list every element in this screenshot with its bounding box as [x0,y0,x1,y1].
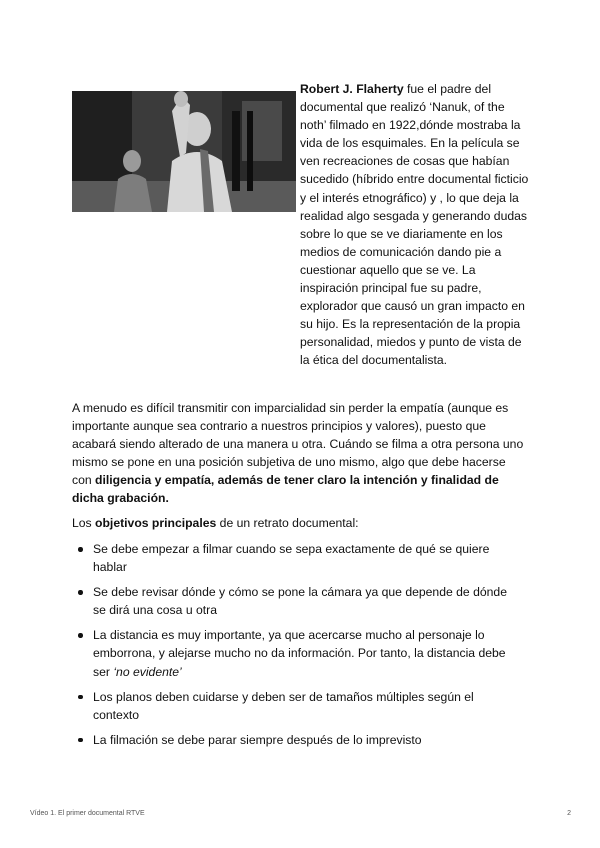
bullet-dot-icon [78,590,83,595]
list-item [72,731,522,749]
intro-paragraph [300,80,530,370]
objectives-list [72,540,522,756]
body-text: A menudo es difícil transmitir con imparcialidad sin perder la empatía (aunque es importante aunque sea contrario a nuestros principios y valores), puesto que acabará siendo alterado de una manera u otra. Cuándo se filma a otra persona uno mismo se pone en una posición subjetiva de uno mismo, algo que debe hacerse con [72,401,524,488]
bullet-dot-icon [78,738,83,743]
body-paragraph [72,399,528,508]
bullet-dot-icon [78,633,83,638]
list-item [72,583,522,619]
flaherty-photo [72,91,296,212]
photo-illustration [72,91,296,212]
list-item-text: Se debe revisar dónde y cómo se pone la cámara ya que depende de dónde se dirá una cosa u otra [93,585,507,618]
list-item-text: La filmación se debe parar siempre después de lo imprevisto [93,732,422,747]
list-item-text: Se debe empezar a filmar cuando se sepa exactamente de qué se quiere hablar [93,542,490,575]
bullet-dot-icon [78,695,83,700]
list-item [72,688,522,724]
list-item-text: Los planos deben cuidarse y deben ser de tamaños múltiples según el contexto [93,689,474,722]
objectives-intro [72,514,528,532]
intro-author-name: Robert J. Flaherty [300,82,404,96]
objectives-bold: objetivos principales [95,516,217,530]
list-item-text: La distancia es muy importante, ya que acercarse mucho al personaje lo emborrona, y alejarse mucho no da información. Por tanto, la distancia debe ser [93,628,506,679]
bullet-dot-icon [78,547,83,552]
list-item-italic: ‘no evidente’ [113,664,182,679]
list-item [72,540,522,576]
footer-source: Vídeo 1. El primer documental RTVE [30,810,145,817]
intro-text: fue el padre del documental que realizó ‘Nanuk, of the noth’ filmado en 1922,dónde mostraba la vida de los esquimales. En la película se ven recreaciones de cosas que habían sucedido (híbrido entre documental ficticio y el interés etnográfico) y , lo que deja la realidad algo sesgada y generando dudas sobre lo que se ve diariamente en los medios de comunicación dando pie a cuestionar aquello que se ve. La inspiración principal fue su padre, explorador que causó un gran impacto en su hijo. Es la representación de la propia personalidad, miedos y punto de vista de la ética del documentalista. [300,82,529,368]
objectives-prefix: Los [72,516,96,530]
objectives-suffix: de un retrato documental: [216,516,359,530]
body-bold-text: diligencia y empatía, además de tener claro la intención y finalidad de dicha grabación. [72,473,499,506]
page-number: 2 [567,810,571,817]
list-item [72,626,522,680]
